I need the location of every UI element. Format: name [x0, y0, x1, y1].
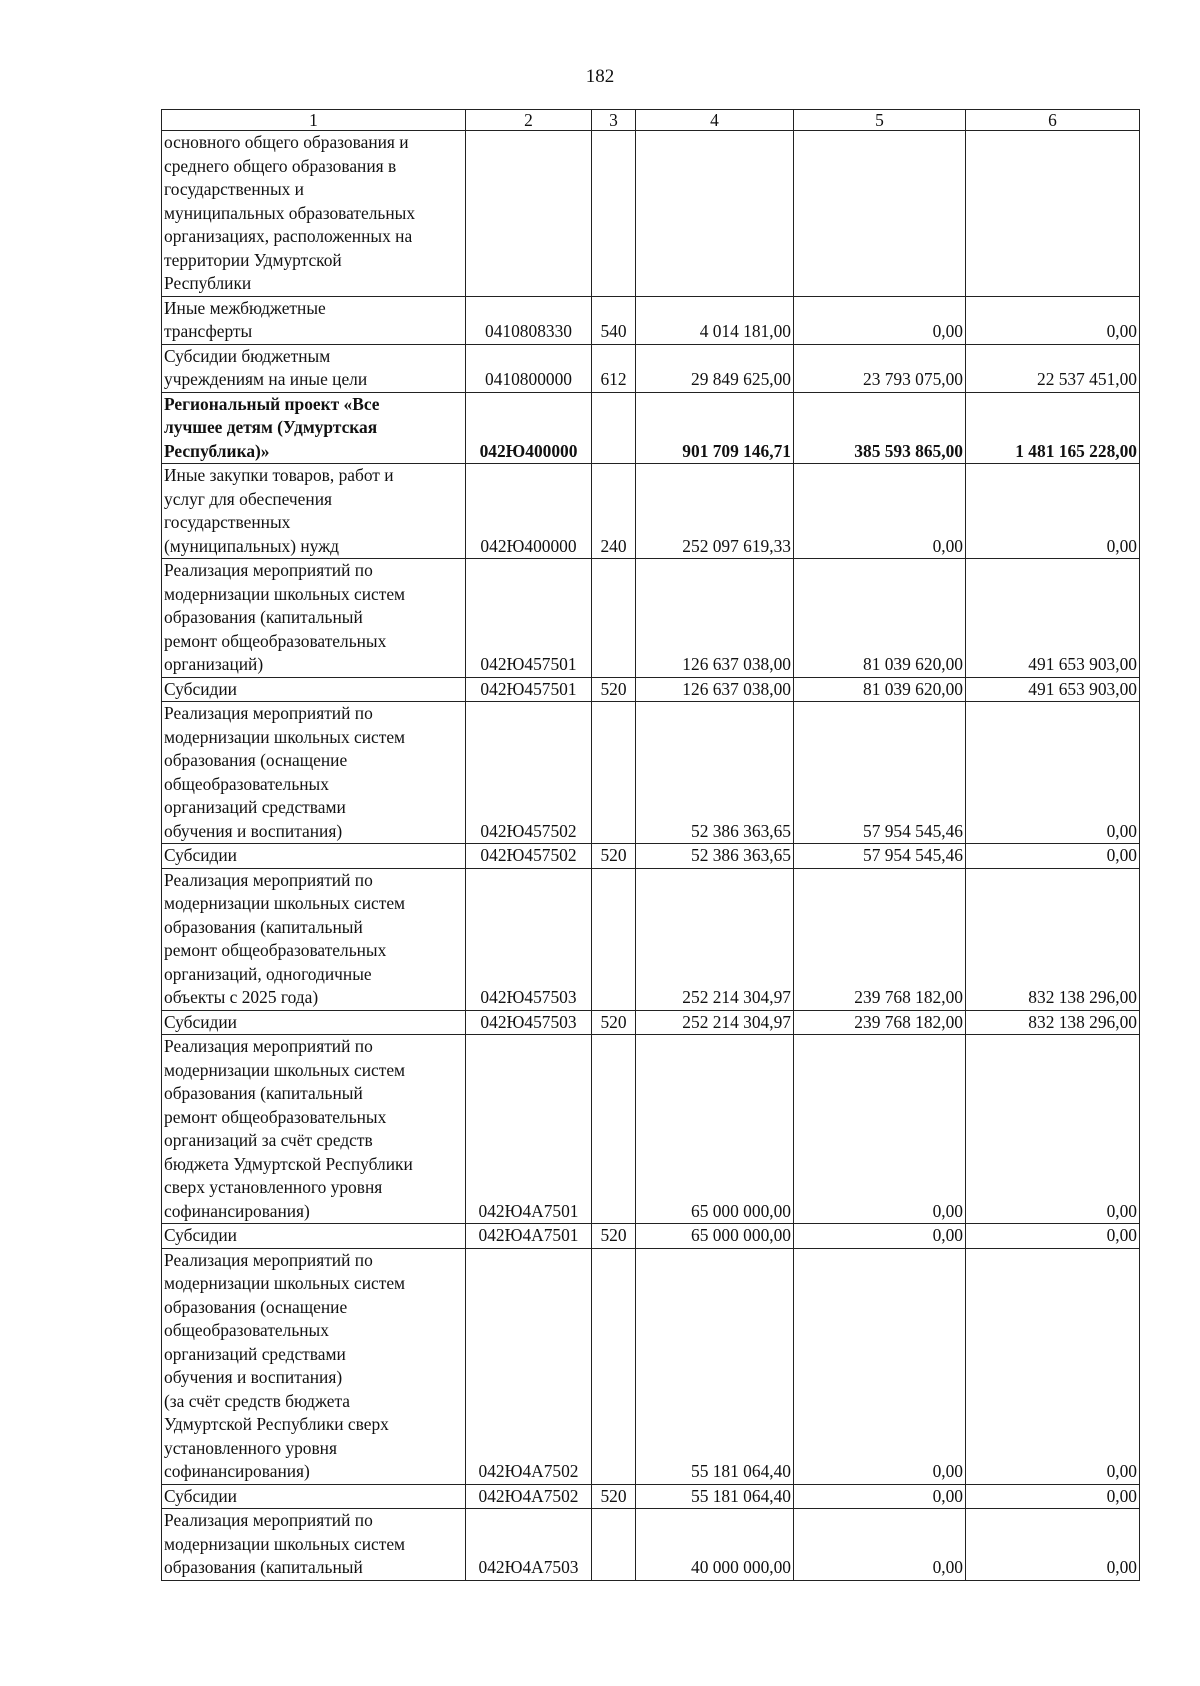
- row-amount-col6-cell: 0,00: [966, 702, 1140, 844]
- row-amount-col6-cell: 0,00: [966, 844, 1140, 869]
- table-row: [162, 1010, 1140, 1035]
- table-row: [162, 844, 1140, 869]
- row-amount-col5-cell: 57 954 545,46: [794, 844, 966, 869]
- row-name-cell: Реализация мероприятий по модернизации школьных систем образования (оснащение общеобразовательных организаций средствами обучения и воспитания): [162, 702, 466, 844]
- row-expense-type-cell: [592, 559, 636, 678]
- table-row: [162, 868, 1140, 1010]
- row-amount-col4-cell: 4 014 181,00: [636, 296, 794, 344]
- row-amount-col5-cell: 0,00: [794, 1484, 966, 1509]
- budget-table: [161, 109, 1140, 1581]
- row-amount-col4-cell: 52 386 363,65: [636, 702, 794, 844]
- row-amount-col5-cell: 81 039 620,00: [794, 559, 966, 678]
- row-name-cell: Реализация мероприятий по модернизации школьных систем образования (капитальный ремонт общеобразовательных организаций, одногодичные объекты с 2025 года): [162, 868, 466, 1010]
- row-code-cell: 0410808330: [466, 296, 592, 344]
- row-expense-type-cell: 520: [592, 677, 636, 702]
- row-amount-col5-cell: 23 793 075,00: [794, 344, 966, 392]
- row-amount-col6-cell: 832 138 296,00: [966, 868, 1140, 1010]
- row-amount-col4-cell: 252 214 304,97: [636, 1010, 794, 1035]
- row-amount-col6-cell: 22 537 451,00: [966, 344, 1140, 392]
- row-amount-col4-cell: 52 386 363,65: [636, 844, 794, 869]
- row-expense-type-cell: 520: [592, 844, 636, 869]
- row-code-cell: 042Ю457503: [466, 868, 592, 1010]
- row-amount-col6-cell: 0,00: [966, 1248, 1140, 1484]
- table-row: [162, 559, 1140, 678]
- row-amount-col5-cell: 239 768 182,00: [794, 1010, 966, 1035]
- row-name-cell: Иные межбюджетные трансферты: [162, 296, 466, 344]
- row-name-cell: Реализация мероприятий по модернизации школьных систем образования (капитальный ремонт общеобразовательных организаций): [162, 559, 466, 678]
- table-row: [162, 1248, 1140, 1484]
- row-expense-type-cell: [592, 392, 636, 464]
- row-code-cell: 042Ю457502: [466, 844, 592, 869]
- row-amount-col5-cell: 0,00: [794, 464, 966, 559]
- row-code-cell: 042Ю457501: [466, 559, 592, 678]
- row-code-cell: 042Ю4А7503: [466, 1509, 592, 1581]
- row-amount-col5-cell: [794, 131, 966, 297]
- row-amount-col4-cell: 252 097 619,33: [636, 464, 794, 559]
- row-amount-col6-cell: [966, 131, 1140, 297]
- row-name-cell: Субсидии: [162, 1224, 466, 1249]
- table-row: [162, 677, 1140, 702]
- row-amount-col5-cell: 0,00: [794, 1035, 966, 1224]
- row-amount-col6-cell: 0,00: [966, 1224, 1140, 1249]
- row-expense-type-cell: 520: [592, 1010, 636, 1035]
- row-name-cell: Субсидии: [162, 677, 466, 702]
- row-code-cell: 0410800000: [466, 344, 592, 392]
- row-expense-type-cell: [592, 868, 636, 1010]
- header-cell-5: 5: [794, 110, 966, 131]
- row-code-cell: 042Ю4А7501: [466, 1224, 592, 1249]
- row-amount-col5-cell: 239 768 182,00: [794, 868, 966, 1010]
- header-cell-4: 4: [636, 110, 794, 131]
- header-cell-6: 6: [966, 110, 1140, 131]
- table-row: [162, 1035, 1140, 1224]
- row-expense-type-cell: 540: [592, 296, 636, 344]
- row-code-cell: 042Ю457501: [466, 677, 592, 702]
- row-amount-col4-cell: 55 181 064,40: [636, 1484, 794, 1509]
- row-amount-col6-cell: 491 653 903,00: [966, 559, 1140, 678]
- row-code-cell: 042Ю4А7502: [466, 1248, 592, 1484]
- row-amount-col4-cell: [636, 131, 794, 297]
- row-amount-col4-cell: 252 214 304,97: [636, 868, 794, 1010]
- row-code-cell: 042Ю400000: [466, 464, 592, 559]
- row-amount-col5-cell: 0,00: [794, 296, 966, 344]
- row-expense-type-cell: 240: [592, 464, 636, 559]
- table-row: [162, 702, 1140, 844]
- row-code-cell: 042Ю4А7502: [466, 1484, 592, 1509]
- table-header-row: [162, 110, 1140, 131]
- row-amount-col4-cell: 126 637 038,00: [636, 559, 794, 678]
- table-row: [162, 1224, 1140, 1249]
- row-name-cell: Субсидии бюджетным учреждениям на иные цели: [162, 344, 466, 392]
- row-amount-col4-cell: 65 000 000,00: [636, 1035, 794, 1224]
- row-name-cell: Субсидии: [162, 1010, 466, 1035]
- row-expense-type-cell: [592, 1035, 636, 1224]
- header-cell-1: 1: [162, 110, 466, 131]
- row-expense-type-cell: [592, 1509, 636, 1581]
- row-expense-type-cell: 520: [592, 1224, 636, 1249]
- row-amount-col4-cell: 126 637 038,00: [636, 677, 794, 702]
- row-amount-col6-cell: 1 481 165 228,00: [966, 392, 1140, 464]
- row-expense-type-cell: [592, 702, 636, 844]
- row-amount-col5-cell: 57 954 545,46: [794, 702, 966, 844]
- row-expense-type-cell: [592, 1248, 636, 1484]
- row-amount-col4-cell: 29 849 625,00: [636, 344, 794, 392]
- row-name-cell: Реализация мероприятий по модернизации школьных систем образования (капитальный: [162, 1509, 466, 1581]
- table-row: [162, 131, 1140, 297]
- row-expense-type-cell: 520: [592, 1484, 636, 1509]
- row-name-cell: основного общего образования и среднего общего образования в государственных и муниципальных образовательных организациях, расположенных на территории Удмуртской Республики: [162, 131, 466, 297]
- row-amount-col4-cell: 65 000 000,00: [636, 1224, 794, 1249]
- row-amount-col6-cell: 0,00: [966, 1509, 1140, 1581]
- table-row: [162, 344, 1140, 392]
- row-amount-col6-cell: 0,00: [966, 1484, 1140, 1509]
- row-code-cell: 042Ю457502: [466, 702, 592, 844]
- table-row: [162, 392, 1140, 464]
- table-row: [162, 1484, 1140, 1509]
- row-code-cell: 042Ю457503: [466, 1010, 592, 1035]
- row-name-cell: Субсидии: [162, 1484, 466, 1509]
- row-amount-col6-cell: 0,00: [966, 1035, 1140, 1224]
- row-amount-col4-cell: 55 181 064,40: [636, 1248, 794, 1484]
- row-name-cell: Реализация мероприятий по модернизации школьных систем образования (оснащение общеобразовательных организаций средствами обучения и воспитания) (за счёт средств бюджета Удмуртской Республики сверх установленного уровня софинансирования): [162, 1248, 466, 1484]
- row-amount-col5-cell: 0,00: [794, 1248, 966, 1484]
- row-amount-col5-cell: 385 593 865,00: [794, 392, 966, 464]
- row-amount-col6-cell: 491 653 903,00: [966, 677, 1140, 702]
- row-code-cell: [466, 131, 592, 297]
- row-amount-col6-cell: 0,00: [966, 464, 1140, 559]
- table-row: [162, 296, 1140, 344]
- row-amount-col6-cell: 0,00: [966, 296, 1140, 344]
- row-name-cell: Реализация мероприятий по модернизации школьных систем образования (капитальный ремонт общеобразовательных организаций за счёт средств бюджета Удмуртской Республики сверх установленного уровня софинансирования): [162, 1035, 466, 1224]
- page-number: 182: [585, 66, 615, 87]
- row-amount-col4-cell: 40 000 000,00: [636, 1509, 794, 1581]
- table-row: [162, 464, 1140, 559]
- row-expense-type-cell: 612: [592, 344, 636, 392]
- row-code-cell: 042Ю4А7501: [466, 1035, 592, 1224]
- row-code-cell: 042Ю400000: [466, 392, 592, 464]
- header-cell-2: 2: [466, 110, 592, 131]
- row-expense-type-cell: [592, 131, 636, 297]
- table-row: [162, 1509, 1140, 1581]
- row-amount-col6-cell: 832 138 296,00: [966, 1010, 1140, 1035]
- row-name-cell: Иные закупки товаров, работ и услуг для обеспечения государственных (муниципальных) нужд: [162, 464, 466, 559]
- row-amount-col5-cell: 81 039 620,00: [794, 677, 966, 702]
- row-name-cell: Субсидии: [162, 844, 466, 869]
- row-name-cell: Региональный проект «Все лучшее детям (Удмуртская Республика)»: [162, 392, 466, 464]
- row-amount-col5-cell: 0,00: [794, 1509, 966, 1581]
- header-cell-3: 3: [592, 110, 636, 131]
- row-amount-col4-cell: 901 709 146,71: [636, 392, 794, 464]
- row-amount-col5-cell: 0,00: [794, 1224, 966, 1249]
